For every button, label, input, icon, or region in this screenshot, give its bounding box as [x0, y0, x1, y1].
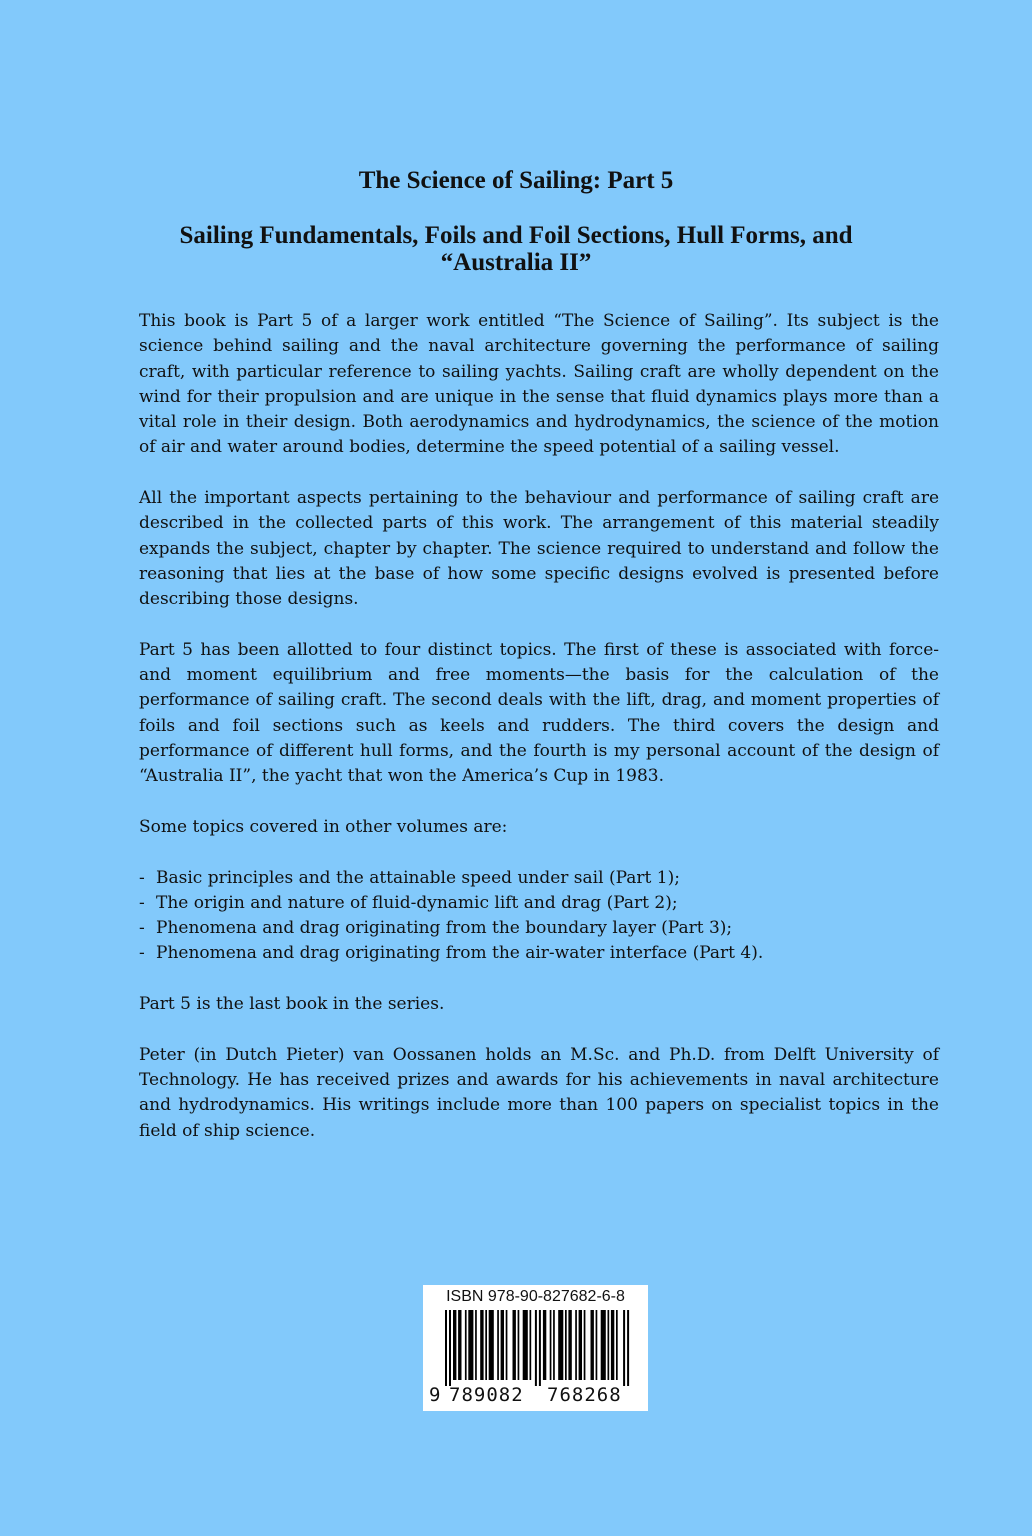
barcode-bar	[539, 1310, 541, 1386]
author-bio: Peter (in Dutch Pieter) van Oossanen holds an M.Sc. and Ph.D. from Delft University of Technology. He has received prizes and awards for his achievements in naval architecture and hydrodynamics. His writings include more than 100 papers on specialist topics in the field of ship science.	[139, 1044, 939, 1141]
barcode-bar	[458, 1310, 461, 1380]
barcode-bar	[518, 1310, 520, 1380]
list-item	[139, 916, 939, 941]
barcode-bar	[475, 1310, 477, 1380]
barcode-bar	[468, 1310, 473, 1380]
book-subtitle-line-1: Sailing Fundamentals, Foils and Foil Sections, Hull Forms, and	[179, 222, 853, 249]
barcode-bar	[591, 1310, 594, 1380]
book-title: The Science of Sailing: Part 5	[358, 167, 674, 194]
barcode-digits-left: 789082	[449, 1384, 524, 1406]
list-item	[139, 866, 939, 891]
barcode-bar	[553, 1310, 555, 1380]
barcode-bar	[584, 1310, 586, 1380]
list-dash: -	[139, 867, 145, 888]
barcode-bar	[523, 1310, 528, 1380]
barcode-bar	[627, 1310, 629, 1386]
barcode-digit-first: 9	[429, 1384, 441, 1406]
barcode-bar	[623, 1310, 625, 1386]
book-subtitle	[120, 222, 912, 276]
barcode-bar	[611, 1310, 614, 1380]
barcode-bar	[449, 1310, 451, 1386]
list-item-text: Basic principles and the attainable speed under sail (Part 1);	[156, 867, 680, 888]
barcode-bar	[543, 1310, 546, 1380]
book-subtitle-line-2: “Australia II”	[440, 249, 592, 276]
paragraph-last-book: Part 5 is the last book in the series.	[139, 994, 445, 1015]
list-dash: -	[139, 918, 145, 939]
barcode-bar	[568, 1310, 571, 1380]
barcode-bar	[530, 1310, 532, 1380]
list-item	[139, 941, 939, 966]
paragraph-arrangement: All the important aspects pertaining to the behaviour and performance of sailing craft are described in the collected parts of this work. The arrangement of this material steadily expands the subject, chapter by chapter. The science required to understand and follow the reasoning that lies at the base of how some specific designs evolved is presented before describing those designs.	[139, 488, 939, 610]
list-dash: -	[139, 943, 145, 964]
barcode-bar	[565, 1310, 567, 1380]
list-item-text: The origin and nature of fluid-dynamic lift and drag (Part 2);	[156, 892, 678, 913]
barcode-bar	[465, 1310, 467, 1380]
barcode-bar	[497, 1310, 499, 1380]
barcode-bar	[579, 1310, 582, 1380]
list-dash: -	[139, 892, 145, 913]
list-item-text: Phenomena and drag originating from the boundary layer (Part 3);	[156, 918, 733, 939]
isbn-barcode	[423, 1285, 648, 1411]
barcode-bar	[558, 1310, 563, 1380]
barcode-bar	[550, 1310, 552, 1380]
barcode-bar	[506, 1310, 508, 1380]
paragraph-intro: This book is Part 5 of a larger work entitled “The Science of Sailing”. Its subject is the science behind sailing and the naval architecture governing the performance of sailing craft, with particular reference to sailing yachts. Sailing craft are wholly dependent on the wind for their propulsion and are unique in the sense that fluid dynamics plays more than a vital role in their design. Both aerodynamics and hydrodynamics, the science of the motion of air and water around bodies, determine the speed potential of a sailing vessel.	[139, 311, 939, 458]
isbn-label: ISBN 978-90-827682-6-8	[446, 1288, 625, 1305]
volume-topic-list	[139, 866, 939, 967]
barcode-bar	[485, 1310, 487, 1380]
barcode-bar	[535, 1310, 537, 1386]
barcode-bar	[575, 1310, 577, 1380]
list-item	[139, 891, 939, 916]
barcode-bar	[480, 1310, 483, 1380]
list-intro: Some topics covered in other volumes are:	[139, 816, 508, 837]
blurb-text	[139, 309, 939, 1169]
barcode-bar	[596, 1310, 598, 1380]
barcode-bar	[453, 1310, 456, 1380]
list-item-text: Phenomena and drag originating from the air-water interface (Part 4).	[156, 943, 764, 964]
barcode-digits-right: 768268	[547, 1384, 622, 1406]
paragraph-topics: Part 5 has been allotted to four distinct topics. The first of these is associated with force- and moment equilibrium and free moments—the basis for the calculation of the performance of sailing craft. The second deals with the lift, drag, and moment properties of foils and foil sections such as keels and rudders. The third covers the design and performance of different hull forms, and the fourth is my personal account of the design of “Australia II”, the yacht that won the America’s Cup in 1983.	[139, 639, 939, 787]
barcode-bar	[513, 1310, 516, 1380]
barcode-bar	[601, 1310, 606, 1380]
barcode-bar	[489, 1310, 494, 1380]
barcode-bar	[501, 1310, 504, 1380]
barcode-bar	[616, 1310, 618, 1380]
barcode-bar	[608, 1310, 610, 1380]
barcode-bars	[423, 1310, 648, 1386]
barcode-bar	[445, 1310, 447, 1386]
